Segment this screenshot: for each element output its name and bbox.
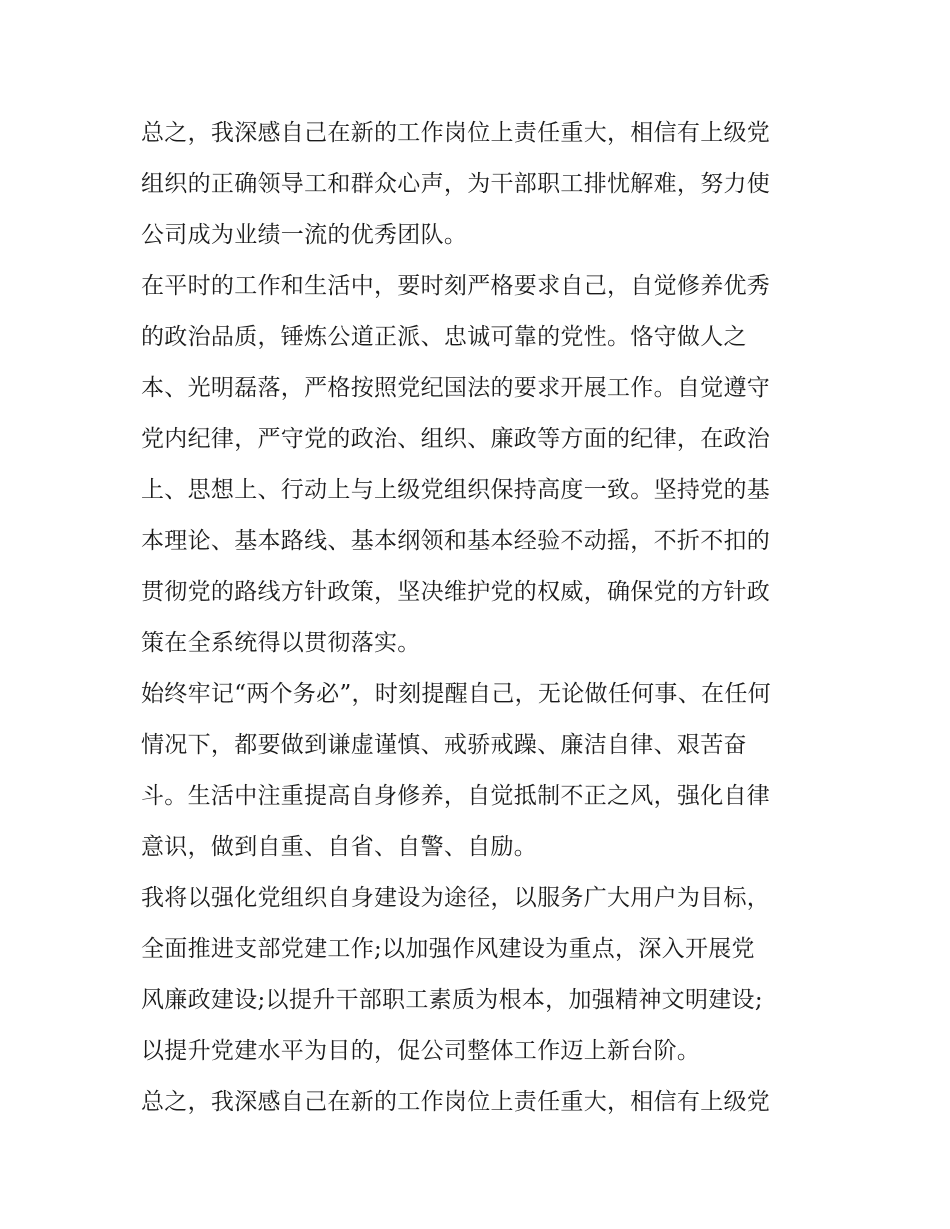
text-line: 贯彻党的路线方针政策，坚决维护党的权威，确保党的方针政: [141, 579, 771, 605]
document-body: [141, 108, 813, 1128]
text-line: 组织的正确领导工和群众心声，为干部职工排忧解难，努力使: [141, 171, 771, 197]
text-line: 我将以强化党组织自身建设为途径，以服务广大用户为目标，: [141, 885, 771, 911]
text-line: 策在全系统得以贯彻落实。: [141, 630, 421, 656]
paragraph-1: [141, 108, 813, 261]
text-line: 上、思想上、行动上与上级党组织保持高度一致。坚持党的基: [141, 477, 771, 503]
paragraph-2: [141, 261, 813, 669]
text-line: 意识，做到自重、自省、自警、自励。: [141, 834, 538, 860]
text-line: 始终牢记“两个务必”，时刻提醒自己，无论做任何事、在任何: [141, 681, 771, 707]
paragraph-5: [141, 1077, 813, 1128]
text-line: 的政治品质，锤炼公道正派、忠诚可靠的党性。恪守做人之: [141, 324, 747, 350]
text-line: 党内纪律，严守党的政治、组织、廉政等方面的纪律，在政治: [141, 426, 771, 452]
paragraph-4: [141, 873, 813, 1077]
text-line: 情况下，都要做到谦虚谨慎、戒骄戒躁、廉洁自律、艰苦奋: [141, 732, 747, 758]
text-line: 总之，我深感自己在新的工作岗位上责任重大，相信有上级党: [141, 1089, 771, 1115]
text-line: 全面推进支部党建工作;以加强作风建设为重点，深入开展党: [141, 936, 755, 962]
text-line: 总之，我深感自己在新的工作岗位上责任重大，相信有上级党: [141, 120, 771, 146]
text-line: 本理论、基本路线、基本纲领和基本经验不动摇，不折不扣的: [141, 528, 771, 554]
text-line: 斗。生活中注重提高自身修养，自觉抵制不正之风，强化自律: [141, 783, 771, 809]
text-line: 本、光明磊落，严格按照党纪国法的要求开展工作。自觉遵守: [141, 375, 771, 401]
text-line: 风廉政建设;以提升干部职工素质为根本，加强精神文明建设;: [141, 987, 763, 1013]
text-line: 公司成为业绩一流的优秀团队。: [141, 222, 468, 248]
text-line: 以提升党建水平为目的，促公司整体工作迈上新台阶。: [141, 1038, 701, 1064]
text-line: 在平时的工作和生活中，要时刻严格要求自己，自觉修养优秀: [141, 273, 771, 299]
paragraph-3: [141, 669, 813, 873]
